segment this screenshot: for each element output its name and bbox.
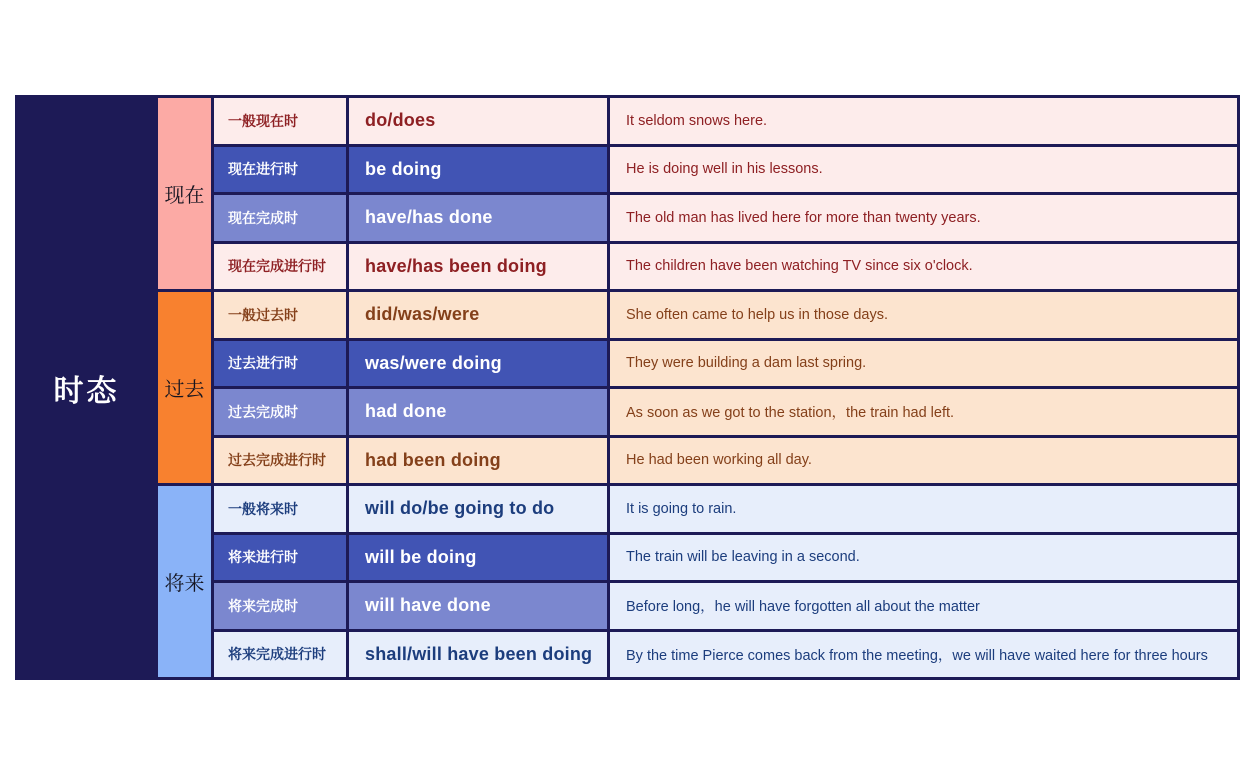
tense-name: 过去进行时 bbox=[214, 341, 346, 387]
tense-form: have/has been doing bbox=[349, 244, 607, 290]
tense-form: do/does bbox=[349, 98, 607, 144]
tense-example: The old man has lived here for more than twenty years. bbox=[610, 195, 1237, 241]
tense-example: He is doing well in his lessons. bbox=[610, 147, 1237, 193]
tense-form: had done bbox=[349, 389, 607, 435]
tense-name: 将来完成进行时 bbox=[214, 632, 346, 678]
tense-example: He had been working all day. bbox=[610, 438, 1237, 484]
tense-name: 一般现在时 bbox=[214, 98, 346, 144]
group-label-future: 将来 bbox=[158, 486, 211, 677]
tense-example: She often came to help us in those days. bbox=[610, 292, 1237, 338]
tense-example: By the time Pierce comes back from the meeting，we will have waited here for three hours bbox=[610, 632, 1237, 678]
group-label-past: 过去 bbox=[158, 292, 211, 483]
tense-form: shall/will have been doing bbox=[349, 632, 607, 678]
tense-form: will do/be going to do bbox=[349, 486, 607, 532]
tense-form: had been doing bbox=[349, 438, 607, 484]
tense-name: 过去完成时 bbox=[214, 389, 346, 435]
tense-example: The children have been watching TV since six o'clock. bbox=[610, 244, 1237, 290]
tense-example: It is going to rain. bbox=[610, 486, 1237, 532]
tense-summary-table bbox=[15, 95, 1240, 680]
tense-name: 一般将来时 bbox=[214, 486, 346, 532]
tense-form: be doing bbox=[349, 147, 607, 193]
tense-form: will be doing bbox=[349, 535, 607, 581]
tense-name: 一般过去时 bbox=[214, 292, 346, 338]
group-label-present: 现在 bbox=[158, 98, 211, 289]
tense-form: was/were doing bbox=[349, 341, 607, 387]
tense-name: 将来完成时 bbox=[214, 583, 346, 629]
tense-form: did/was/were bbox=[349, 292, 607, 338]
tense-name: 现在完成时 bbox=[214, 195, 346, 241]
tense-form: have/has done bbox=[349, 195, 607, 241]
table-title: 时态 bbox=[18, 98, 155, 677]
tense-example: The train will be leaving in a second. bbox=[610, 535, 1237, 581]
tense-example: It seldom snows here. bbox=[610, 98, 1237, 144]
tense-name: 现在完成进行时 bbox=[214, 244, 346, 290]
tense-form: will have done bbox=[349, 583, 607, 629]
tense-name: 现在进行时 bbox=[214, 147, 346, 193]
tense-example: Before long，he will have forgotten all about the matter bbox=[610, 583, 1237, 629]
tense-name: 将来进行时 bbox=[214, 535, 346, 581]
tense-example: As soon as we got to the station，the train had left. bbox=[610, 389, 1237, 435]
tense-example: They were building a dam last spring. bbox=[610, 341, 1237, 387]
tense-name: 过去完成进行时 bbox=[214, 438, 346, 484]
